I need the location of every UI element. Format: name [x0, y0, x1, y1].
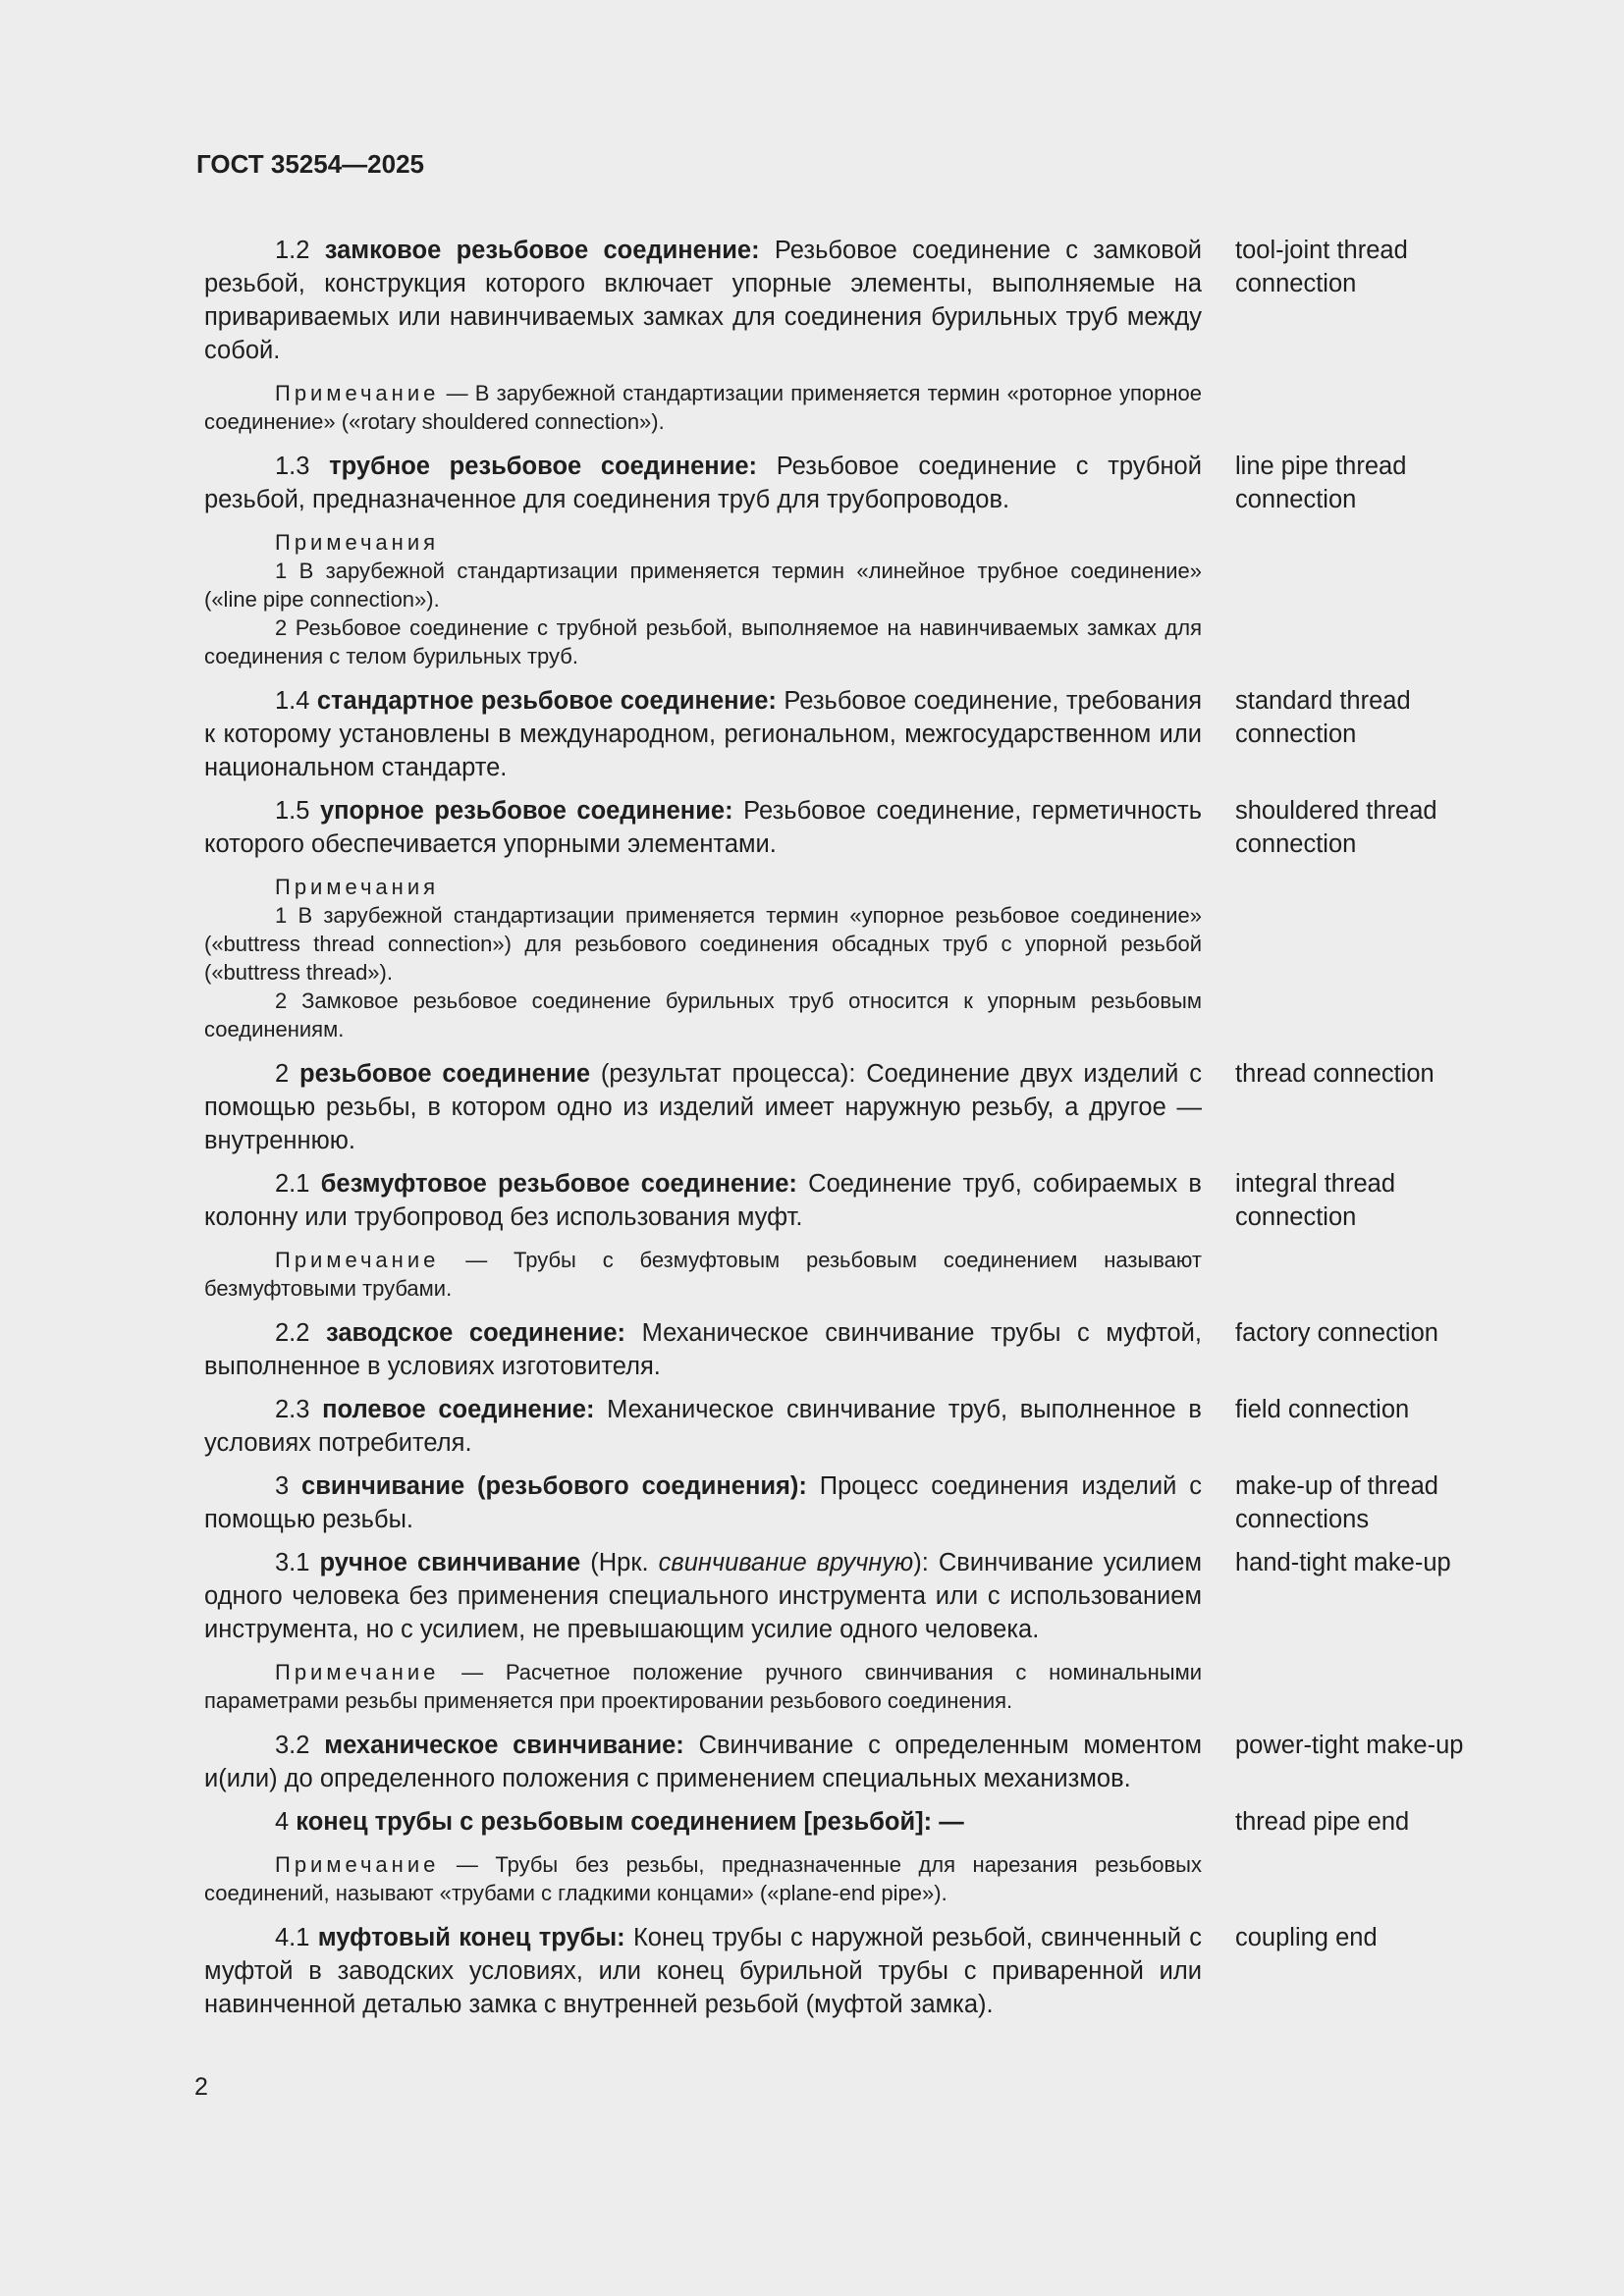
note-label: Примечание [275, 1660, 440, 1684]
term-name: стандартное резьбовое соединение: [316, 687, 777, 715]
term-definition: 1.4 стандартное резьбовое соединение: Резьбовое соединение, требования к которому установлены в международном, региональном, межгосударственном или национальном стандарте. [204, 687, 1202, 781]
notes-label: Примечания [275, 530, 440, 555]
term-definition: 4 конец трубы с резьбовым соединением [резьбой]: — [275, 1808, 964, 1836]
term-definition: 2 резьбовое соединение (результат процесса): Соединение двух изделий с помощью резьбы, в котором одно из изделий имеет наружную резьбу, а другое — внутреннюю. [204, 1060, 1202, 1154]
term-name: трубное резьбовое соединение: [329, 453, 758, 480]
english-equivalent: factory connection [1235, 1319, 1438, 1347]
document-header: ГОСТ 35254—2025 [196, 149, 424, 179]
term-name: муфтовый конец трубы: [317, 1924, 625, 1951]
english-equivalent: thread connection [1235, 1060, 1435, 1088]
note-item: 1 В зарубежной стандартизации применяется термин «упорное резьбовое соединение» («buttress thread connection») для резьбового соединения обсадных труб с упорной резьбой («buttress thread»). [204, 903, 1202, 985]
terms-list [204, 234, 1471, 2031]
english-equivalent: hand-tight make-up [1235, 1549, 1451, 1576]
term-definition: 4.1 муфтовый конец трубы: Конец трубы с наружной резьбой, свинченный с муфтой в заводских условиях, или конец бурильной трубы с приваренной или навинченной деталью замка с внутренней резьбой (муфтой замка). [204, 1924, 1202, 2018]
term-entry-2 [204, 1057, 1471, 1157]
term-definition: 3.2 механическое свинчивание: Свинчивание с определенным моментом и(или) до определенного положения с применением специальных механизмов. [204, 1732, 1203, 1792]
term-note: Примечание — Трубы без резьбы, предназначенные для нарезания резьбовых соединений, называют «трубами с гладкими концами» («plane-end pipe»). [204, 1852, 1202, 1905]
term-name: конец трубы с резьбовым соединением [резьбой]: — [296, 1808, 964, 1836]
page-number: 2 [194, 2073, 208, 2101]
term-name: ручное свинчивание [319, 1549, 581, 1576]
term-entry-3 [204, 1469, 1471, 1536]
english-equivalent: line pipe thread connection [1235, 453, 1407, 513]
term-note: Примечание — В зарубежной стандартизации применяется термин «роторное упорное соединение» («rotary shouldered connection»). [204, 381, 1202, 434]
term-definition: 1.3 трубное резьбовое соединение: Резьбовое соединение с трубной резьбой, предназначенное для соединения труб для трубопроводов. [204, 453, 1202, 513]
note-item: 2 Резьбовое соединение с трубной резьбой, выполняемое на навинчиваемых замках для соединения с телом бурильных труб. [204, 615, 1202, 668]
term-definition: 3.1 ручное свинчивание (Нрк. свинчивание вручную): Свинчивание усилием одного человека без применения специального инструмента или с использованием инструмента, но с усилием, не превышающим усилие одного человека. [204, 1549, 1202, 1643]
english-equivalent: make-up of thread connections [1235, 1472, 1438, 1533]
term-notes [204, 528, 1202, 670]
term-name: замковое резьбовое соединение: [324, 237, 760, 264]
term-definition: 3 свинчивание (резьбового соединения): Процесс соединения изделий с помощью резьбы. [204, 1472, 1202, 1533]
term-name: резьбовое соединение [299, 1060, 591, 1088]
english-equivalent: tool-joint thread connection [1235, 237, 1408, 297]
term-entry-1-5 [204, 794, 1471, 1047]
note-label: Примечание [275, 1248, 440, 1272]
term-definition: 2.3 полевое соединение: Механическое свинчивание труб, выполненное в условиях потребителя. [204, 1396, 1202, 1457]
term-entry-2-3 [204, 1393, 1471, 1460]
english-equivalent: coupling end [1235, 1924, 1378, 1951]
term-entry-2-1 [204, 1167, 1471, 1307]
note-item: 2 Замковое резьбовое соединение бурильных труб относится к упорным резьбовым соединениям. [204, 988, 1202, 1041]
term-entry-2-2 [204, 1316, 1471, 1383]
term-entry-1-2 [204, 234, 1471, 440]
term-name: механическое свинчивание: [324, 1732, 684, 1759]
term-definition: 2.1 безмуфтовое резьбовое соединение: Соединение труб, собираемых в колонну или трубопровод без использования муфт. [204, 1170, 1202, 1231]
english-equivalent: power-tight make-up [1235, 1732, 1464, 1759]
term-entry-4 [204, 1805, 1471, 1911]
english-equivalent: integral thread connection [1235, 1170, 1396, 1231]
term-definition: 2.2 заводское соединение: Механическое свинчивание трубы с муфтой, выполненное в условиях изготовителя. [204, 1319, 1202, 1380]
note-label: Примечание [275, 1852, 440, 1877]
term-name: упорное резьбовое соединение: [319, 797, 733, 825]
english-equivalent: field connection [1235, 1396, 1410, 1423]
english-equivalent: standard thread connection [1235, 687, 1411, 748]
term-name: безмуфтовое резьбовое соединение: [320, 1170, 797, 1198]
term-entry-4-1 [204, 1921, 1471, 2021]
term-name: свинчивание (резьбового соединения): [301, 1472, 807, 1500]
note-item: 1 В зарубежной стандартизации применяется термин «линейное трубное соединение» («line pipe connection»). [204, 559, 1202, 612]
deprecated-term: свинчивание вручную [658, 1549, 914, 1576]
term-name: заводское соединение: [326, 1319, 626, 1347]
english-equivalent: shouldered thread connection [1235, 797, 1437, 858]
note-label: Примечание [275, 381, 440, 405]
term-note: Примечание — Расчетное положение ручного свинчивания с номинальными параметрами резьбы применяется при проектировании резьбового соединения. [204, 1660, 1202, 1713]
term-entry-3-2 [204, 1729, 1471, 1795]
term-entry-1-4 [204, 684, 1471, 784]
term-definition: 1.2 замковое резьбовое соединение: Резьбовое соединение с замковой резьбой, конструкция которого включает упорные элементы, выполняемые на привариваемых или навинчиваемых замках для соединения бурильных труб между собой. [204, 237, 1202, 364]
term-note: Примечание — Трубы с безмуфтовым резьбовым соединением называют безмуфтовыми трубами. [204, 1248, 1202, 1301]
term-definition: 1.5 упорное резьбовое соединение: Резьбовое соединение, герметичность которого обеспечивается упорными элементами. [204, 797, 1202, 858]
term-entry-1-3 [204, 450, 1471, 674]
term-name: полевое соединение: [322, 1396, 595, 1423]
term-notes [204, 873, 1202, 1043]
english-equivalent: thread pipe end [1235, 1808, 1410, 1836]
term-entry-3-1 [204, 1546, 1471, 1719]
notes-label: Примечания [275, 875, 440, 899]
